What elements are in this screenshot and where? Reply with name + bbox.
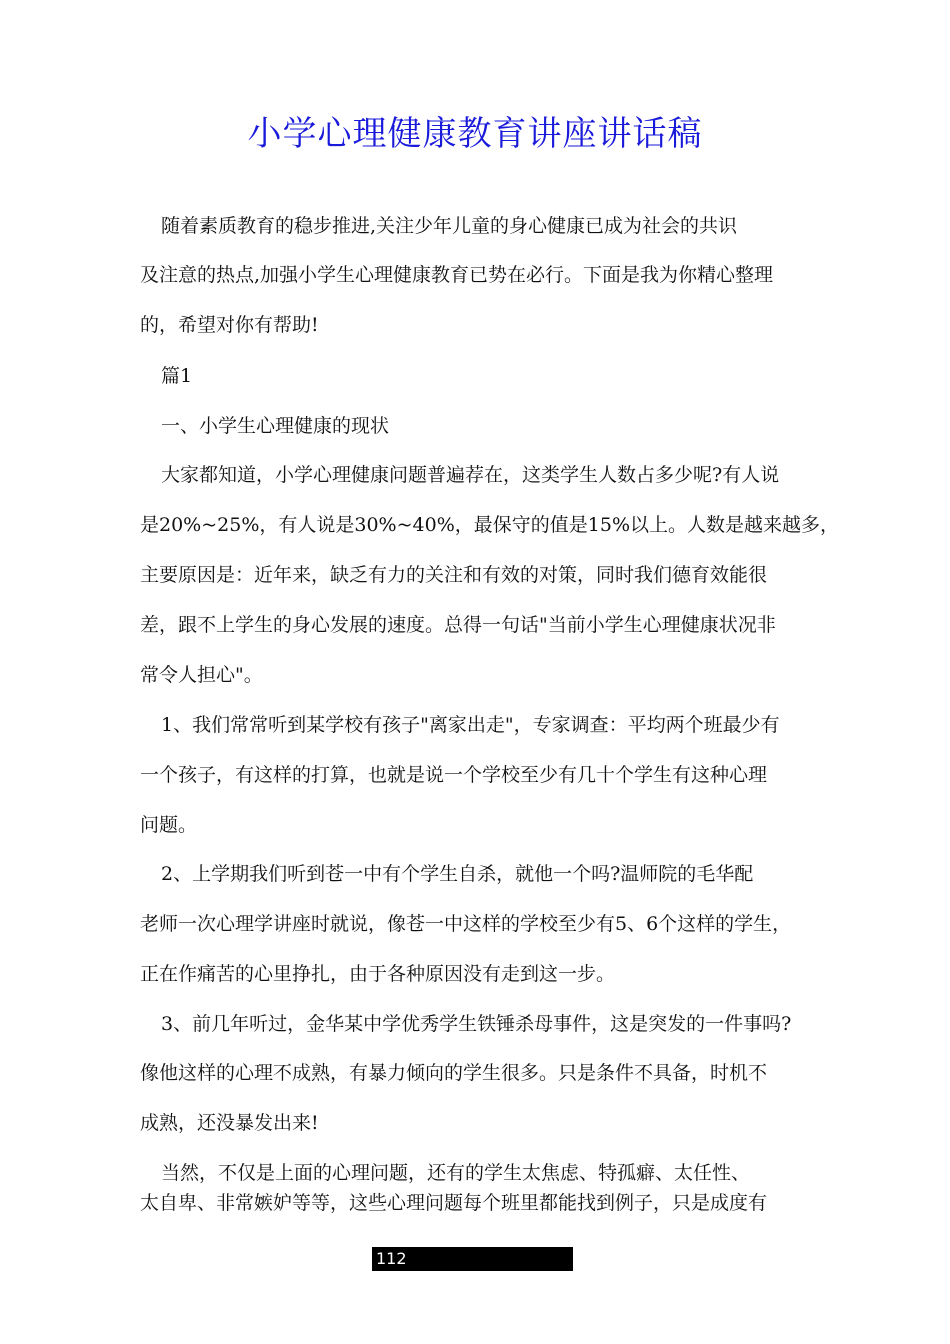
paragraph-line: 主要原因是：近年来，缺乏有力的关注和有效的对策，同时我们德育效能很 [140,564,768,586]
paragraph-line: 当然，不仅是上面的心理问题，还有的学生太焦虑、特孤癖、太任性、 [161,1162,751,1184]
paragraph-line: 问题。 [140,814,198,836]
section-heading: 一、小学生心理健康的现状 [161,415,390,437]
section-label: 篇1 [161,365,193,387]
paragraph-line: 老师一次心理学讲座时就说，像苍一中这样的学校至少有5、6个这样的学生， [140,913,792,935]
paragraph-line: 成熟，还没暴发出来! [140,1112,319,1134]
paragraph-line: 差，跟不上学生的身心发展的速度。总得一句话"当前小学生心理健康状况非 [140,614,776,636]
paragraph-line: 及注意的热点,加强小学生心理健康教育已势在必行。下面是我为你精心整理 [140,264,774,286]
page-number: 112 [376,1249,407,1268]
page-number-bar [372,1247,573,1271]
paragraph-line: 太自卑、非常嫉妒等等，这些心理问题每个班里都能找到例子，只是成度有 [140,1192,768,1214]
paragraph-line: 大家都知道，小学心理健康问题普遍荐在，这类学生人数占多少呢?有人说 [161,464,780,486]
paragraph-line: 像他这样的心理不成熟，有暴力倾向的学生很多。只是条件不具备，时机不 [140,1062,768,1084]
document-title: 小学心理健康教育讲座讲话稿 [247,114,703,154]
paragraph-line: 1、我们常常听到某学校有孩子"离家出走"，专家调查：平均两个班最少有 [161,714,780,736]
paragraph-line: 常令人担心"。 [140,664,263,686]
paragraph-line: 的，希望对你有帮助! [140,314,319,336]
paragraph-line: 正在作痛苦的心里挣扎，由于各种原因没有走到这一步。 [140,963,616,985]
paragraph-line: 2、上学期我们听到苍一中有个学生自杀，就他一个吗?温师院的毛华配 [161,863,754,885]
paragraph-line: 随着素质教育的稳步推进,关注少年儿童的身心健康已成为社会的共识 [161,215,738,237]
paragraph-line: 3、前几年听过，金华某中学优秀学生铁锤杀母事件，这是突发的一件事吗? [161,1013,792,1035]
paragraph-line: 一个孩子，有这样的打算，也就是说一个学校至少有几十个学生有这种心理 [140,764,768,786]
paragraph-line: 是20%~25%，有人说是30%~40%，最保守的值是15%以上。人数是越来越多， [140,514,839,536]
